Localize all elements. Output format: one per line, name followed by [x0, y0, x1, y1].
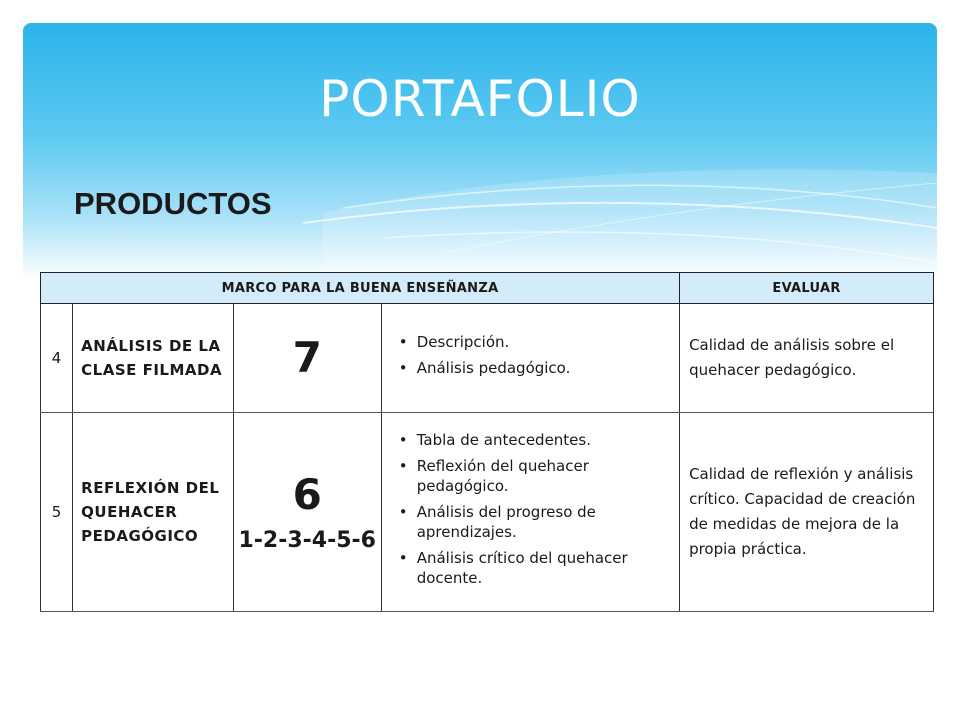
table-header-row [41, 273, 934, 304]
items-list [383, 332, 678, 378]
product-name: ANÁLISIS DE LA CLASE FILMADA [73, 304, 234, 413]
items-cell [381, 304, 679, 413]
items-cell [381, 413, 679, 612]
banner-wave-decoration [23, 23, 937, 280]
evaluation-criteria: Calidad de reflexión y análisis crítico. Capacidad de creación de medidas de mejora de la propia práctica. [680, 413, 934, 612]
section-subtitle: PRODUCTOS [74, 186, 272, 221]
score-value: 6 [292, 469, 322, 519]
score-cell [233, 304, 381, 413]
header-evaluar: EVALUAR [680, 273, 934, 304]
row-number: 4 [41, 304, 73, 413]
list-item: • Análisis crítico del quehacer docente. [417, 548, 678, 588]
score-detail: 1-2-3-4-5-6 [238, 527, 376, 553]
portfolio-table [40, 272, 934, 612]
row-number: 5 [41, 413, 73, 612]
items-list [383, 430, 678, 588]
list-item: • Reflexión del quehacer pedagógico. [417, 456, 678, 496]
list-item: • Tabla de antecedentes. [417, 430, 678, 450]
list-item: • Análisis pedagógico. [417, 358, 678, 378]
list-item: • Análisis del progreso de aprendizajes. [417, 502, 678, 542]
table-row [41, 413, 934, 612]
title-banner [23, 23, 937, 280]
score-cell [233, 413, 381, 612]
table-row [41, 304, 934, 413]
score-value: 7 [292, 333, 322, 382]
product-name: REFLEXIÓN DEL QUEHACER PEDAGÓGICO [73, 413, 234, 612]
evaluation-criteria: Calidad de análisis sobre el quehacer pedagógico. [680, 304, 934, 413]
page-title: PORTAFOLIO [319, 70, 641, 128]
header-mbe: MARCO PARA LA BUENA ENSEÑANZA [41, 273, 680, 304]
list-item: • Descripción. [417, 332, 678, 352]
